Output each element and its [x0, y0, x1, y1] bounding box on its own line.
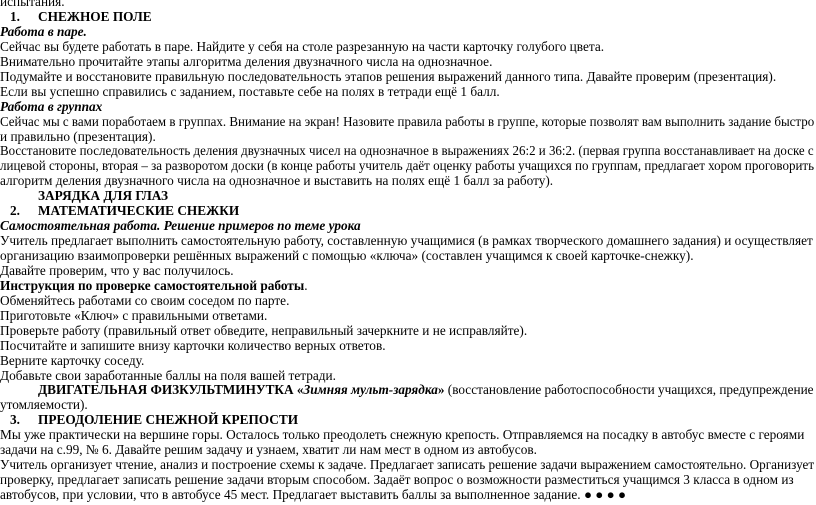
text-line: задачи на с.99, № 6. Давайте решим задачу и узнаем, хватит ли нам мест в одном из автобусов.: [0, 442, 537, 458]
physical-break-name: Зимняя мульт-зарядка: [303, 382, 438, 398]
eyes-exercise-heading: ЗАРЯДКА ДЛЯ ГЛАЗ: [38, 188, 169, 204]
text-line: лицевой стороны, вторая – за разворотом доски (в конце работы учитель даёт оценку работы учащихся по группам, предлагает хором проговорить: [0, 158, 815, 174]
list-number: 1.: [10, 8, 20, 24]
text-line: проверку, предлагает записать решение задачи вторым способом. Задаёт вопрос о возможности разместиться учащимся 3 класса в одном из: [0, 472, 794, 488]
instruction-item: Верните карточку соседу.: [0, 352, 145, 368]
instruction-heading-dot: .: [304, 277, 308, 293]
list-number: 3.: [10, 412, 20, 428]
instruction-item: Приготовьте «Ключ» с правильными ответами.: [0, 307, 268, 323]
text-line: Внимательно прочитайте этапы алгоритма деления двузначного числа на однозначное.: [0, 53, 493, 69]
text-line: Подумайте и восстановите правильную последовательность этапов решения выражений данного типа. Давайте проверим (презентация).: [0, 68, 777, 84]
text-line: организацию взаимопроверки решённых выражений с помощью «ключа» (составлен учащимся к своей карточке-снежку).: [0, 248, 694, 263]
instruction-heading-text: Инструкция по проверке самостоятельной работы: [0, 277, 305, 293]
instruction-item: Обменяйтесь работами со своим соседом по парте.: [0, 292, 290, 308]
section-title: ПРЕОДОЛЕНИЕ СНЕЖНОЙ КРЕПОСТИ: [38, 412, 299, 428]
physical-break-quote: »: [437, 382, 445, 398]
text-line-content: автобусов, при условии, что в автобусе 45 мест. Предлагает выставить баллы за выполненное задание.: [0, 487, 581, 502]
subheading-pair-work: Работа в паре.: [0, 23, 87, 39]
instruction-item: Добавьте свои заработанные баллы на поля вашей тетради.: [0, 367, 336, 383]
score-bullets: ● ● ● ●: [580, 487, 627, 502]
text-line: Если вы успешно справились с заданием, поставьте себе на полях в тетради ещё 1 балл.: [0, 83, 500, 99]
text-line: Учитель организует чтение, анализ и построение схемы к задаче. Предлагает записать решение задачи выражением самостоятельно. Организует: [0, 457, 815, 473]
section-title: СНЕЖНОЕ ПОЛЕ: [38, 8, 152, 24]
text-line: Восстановите последовательность деления двузначных чисел на однозначное в выражениях 26:2 и 36:2. (первая группа восстанавливает на доске с: [0, 143, 814, 159]
text-line: [0, 487, 626, 503]
text-line: утомляемости).: [0, 397, 88, 413]
instruction-heading: [0, 278, 308, 294]
text-line: алгоритм деления двузначного числа на однозначное и выставить на полях ещё 1 балл за работу).: [0, 173, 554, 189]
text-line: испытания.: [0, 0, 65, 9]
physical-break-description: (восстановление работоспособности учащихся, предупреждение: [444, 382, 814, 398]
text-line: Учитель предлагает выполнить самостоятельную работу, составленную учащимися (в рамках творческого домашнего задания) и осуществляет: [0, 233, 813, 248]
subheading-group-work: Работа в группах: [0, 98, 103, 114]
text-line: Мы уже практически на вершине горы. Осталось только преодолеть снежную крепость. Отправляемся на посадку в автобус вместе с героями: [0, 427, 805, 443]
text-line: Давайте проверим, что у вас получилось.: [0, 262, 234, 278]
physical-break-heading: [38, 382, 814, 398]
section-title: МАТЕМАТИЧЕСКИЕ СНЕЖКИ: [38, 203, 240, 219]
text-line: и правильно (презентация).: [0, 128, 156, 144]
list-number: 2.: [10, 203, 20, 219]
text-line: Сейчас мы с вами поработаем в группах. Внимание на экран! Назовите правила работы в группе, которые позволят вам выполнить задание быстро: [0, 113, 815, 129]
physical-break-title: ДВИГАТЕЛЬНАЯ ФИЗКУЛЬТМИНУТКА «: [38, 382, 304, 398]
instruction-item: Проверьте работу (правильный ответ обведите, неправильный зачеркните и не исправляйте).: [0, 322, 528, 338]
text-line: Сейчас вы будете работать в паре. Найдите у себя на столе разрезанную на части карточку голубого цвета.: [0, 38, 605, 54]
instruction-item: Посчитайте и запишите внизу карточки количество верных ответов.: [0, 337, 386, 353]
subheading-independent-work: Самостоятельная работа. Решение примеров по теме урока: [0, 218, 361, 234]
